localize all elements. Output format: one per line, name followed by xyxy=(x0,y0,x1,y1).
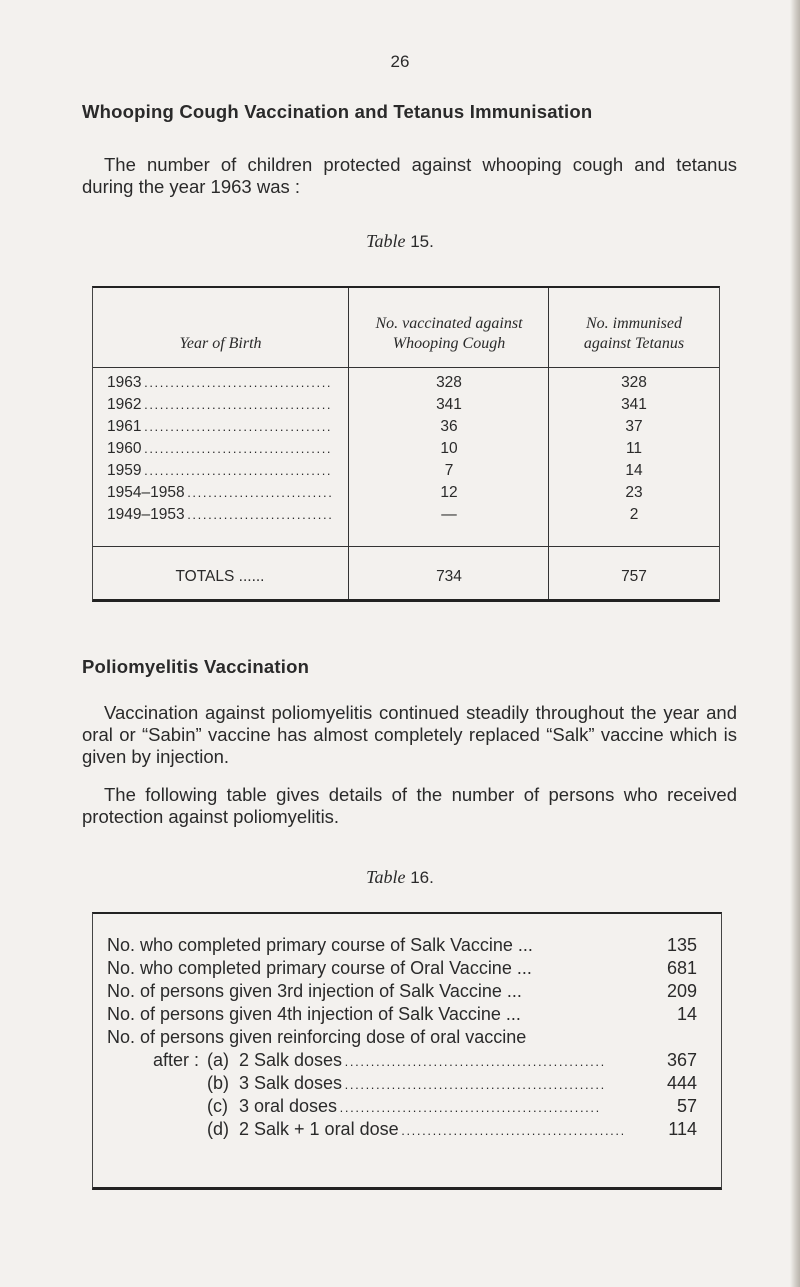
year-cell: 1961 . . . xyxy=(107,418,333,436)
list-item xyxy=(93,1026,721,1048)
table16-caption-number: 16. xyxy=(410,868,434,887)
header-whooping-line1: No. vaccinated against xyxy=(375,315,523,332)
page-number: 26 xyxy=(390,52,410,71)
polio-text-2: The following table gives details of the number of persons who received protection against poliomyelitis. xyxy=(82,784,737,827)
list-item xyxy=(93,1003,721,1025)
list-item xyxy=(93,1049,721,1071)
section-heading-whooping-cough: Whooping Cough Vaccination and Tetanus Immunisation xyxy=(82,101,593,122)
year-cell: 1949–1953 . . . xyxy=(107,506,333,524)
sub-key: (b) xyxy=(207,1073,229,1093)
page-edge-shadow xyxy=(790,0,800,1287)
table-row xyxy=(93,506,719,527)
whooping-cell: 12 xyxy=(440,484,458,501)
whooping-cell: 36 xyxy=(440,418,458,435)
table15-caption-label: Table xyxy=(366,231,406,251)
item-label: No. of persons given 3rd injection of Salk Vaccine ... xyxy=(107,981,522,1001)
item-label: No. who completed primary course of Oral Vaccine ... xyxy=(107,958,532,978)
year-cell: 1960 . . . xyxy=(107,440,333,458)
table15-caption xyxy=(0,231,800,252)
whooping-cell: 328 xyxy=(436,374,462,391)
sub-label: 2 Salk + 1 oral dose . . . xyxy=(239,1118,623,1142)
year-cell: 1954–1958 . . . xyxy=(107,484,333,502)
totals-label: TOTALS ...... xyxy=(175,568,265,585)
table-row xyxy=(93,396,719,417)
list-item xyxy=(93,980,721,1002)
table-row xyxy=(93,374,719,395)
sub-label: 2 Salk doses . . . xyxy=(239,1049,623,1073)
polio-paragraph-1 xyxy=(82,702,737,768)
whooping-cell: 10 xyxy=(440,440,458,457)
table16-caption-label: Table xyxy=(366,867,406,887)
whooping-cell: 341 xyxy=(436,396,462,413)
year-cell: 1963 . . . xyxy=(107,374,333,392)
item-value: 209 xyxy=(666,981,697,1001)
intro-text: The number of children protected against whooping cough and tetanus during the year 1963 was : xyxy=(82,154,737,197)
table-row xyxy=(93,418,719,439)
reinforcing-label: No. of persons given reinforcing dose of oral vaccine xyxy=(107,1027,527,1047)
tetanus-cell: 328 xyxy=(621,374,647,391)
whooping-cell: — xyxy=(441,506,457,523)
table-row xyxy=(93,440,719,461)
after-label: after : xyxy=(153,1050,200,1070)
tetanus-cell: 2 xyxy=(629,506,639,523)
header-tetanus-line2: against Tetanus xyxy=(583,335,685,352)
sub-value: 444 xyxy=(666,1073,697,1093)
header-tetanus xyxy=(549,314,719,354)
intro-paragraph xyxy=(82,154,737,198)
header-year-of-birth: Year of Birth xyxy=(179,335,262,352)
table16-caption xyxy=(0,867,800,888)
totals-divider xyxy=(93,546,719,547)
year-cell: 1959 . . . xyxy=(107,462,333,480)
list-item xyxy=(93,934,721,956)
tetanus-cell: 341 xyxy=(621,396,647,413)
sub-key: (a) xyxy=(207,1050,229,1070)
tetanus-cell: 14 xyxy=(625,462,643,479)
table-16 xyxy=(92,912,722,1190)
year-cell: 1962 . . . xyxy=(107,396,333,414)
list-item xyxy=(93,1118,721,1140)
sub-key: (d) xyxy=(207,1119,229,1139)
tetanus-cell: 37 xyxy=(625,418,643,435)
tetanus-total: 757 xyxy=(621,568,647,585)
header-whooping-line2: Whooping Cough xyxy=(392,335,506,352)
item-label: No. who completed primary course of Salk Vaccine ... xyxy=(107,935,533,955)
whooping-total: 734 xyxy=(436,568,462,585)
list-item xyxy=(93,1095,721,1117)
list-item xyxy=(93,1072,721,1094)
tetanus-cell: 11 xyxy=(625,440,643,457)
totals-row xyxy=(93,568,719,589)
header-whooping-cough xyxy=(349,314,549,354)
sub-label: 3 Salk doses . . . xyxy=(239,1072,623,1096)
whooping-cell: 7 xyxy=(444,462,454,479)
sub-value: 57 xyxy=(676,1096,697,1116)
header-tetanus-line1: No. immunised xyxy=(586,315,682,332)
item-label: No. of persons given 4th injection of Salk Vaccine ... xyxy=(107,1004,521,1024)
item-value: 681 xyxy=(666,958,697,978)
table-row xyxy=(93,462,719,483)
list-item xyxy=(93,957,721,979)
table15-caption-number: 15. xyxy=(410,232,434,251)
polio-text-1: Vaccination against poliomyelitis continued steadily throughout the year and oral or “Sabin” vaccine has almost completely replaced “Salk” vaccine which is given by injection. xyxy=(82,702,737,767)
polio-paragraph-2 xyxy=(82,784,737,828)
sub-key: (c) xyxy=(207,1096,228,1116)
sub-label: 3 oral doses . . . xyxy=(239,1095,623,1119)
sub-value: 114 xyxy=(668,1119,697,1139)
section-heading-poliomyelitis: Poliomyelitis Vaccination xyxy=(82,656,310,677)
item-value: 135 xyxy=(666,935,697,955)
sub-value: 367 xyxy=(666,1050,697,1070)
item-value: 14 xyxy=(676,1004,697,1024)
header-divider xyxy=(93,367,719,368)
table-row xyxy=(93,484,719,505)
tetanus-cell: 23 xyxy=(625,484,643,501)
table-15 xyxy=(92,286,720,602)
